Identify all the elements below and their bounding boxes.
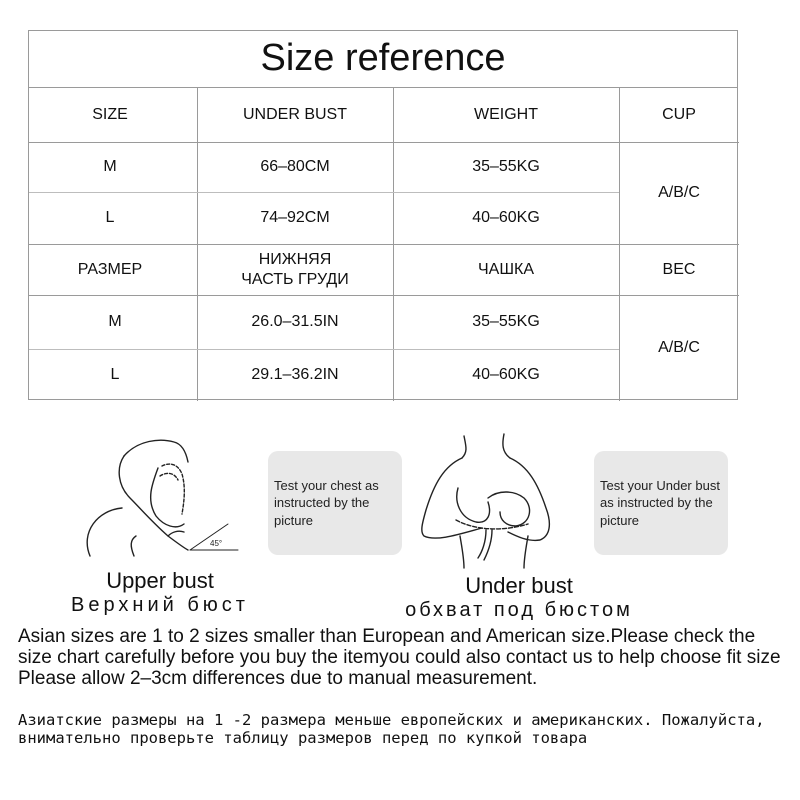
row-m-size-in: M [108,313,122,330]
under-bust-caption [376,573,662,622]
row-l-under-bust-in: 29.1–36.2IN [251,366,339,383]
header-under-bust-ru-line2: ЧАСТЬ ГРУДИ [241,270,349,288]
upper-bust-caption-ru: Верхний бюст [71,594,249,616]
under-bust-note-text: Test your Under bust as instructed by the picture [600,477,720,528]
header-under-bust-ru [197,244,393,295]
cup-value: A/B/C [658,184,700,201]
size-notice-ru: Азиатские размеры на 1 -2 размера меньше европейских и американских. Пожалуйста, внимательно проверьте таблицу размеров перед по купкой товара [18,711,765,747]
header-size: SIZE [92,106,128,123]
row-l-weight: 40–60KG [472,209,540,226]
row-l-under-bust: 74–92CM [260,209,330,226]
upper-bust-figure [60,436,250,566]
upper-bust-note [268,451,402,555]
header-under-bust: UNDER BUST [242,106,347,123]
row-m-under-bust-in: 26.0–31.5IN [251,313,339,330]
table-title: Size reference [29,31,737,88]
upper-bust-caption [50,568,270,617]
under-bust-caption-en: Under bust [465,573,573,598]
row-l-weight-in: 40–60KG [472,366,540,383]
size-notice-en: Asian sizes are 1 to 2 sizes smaller than European and American size.Please check the size chart carefully before you buy the itemyou could also contact us to help choose fit size Please allow 2–3cm differences due to manual measurement. [18,626,781,689]
cup-value-ru: A/B/C [658,339,700,356]
header-cup: CUP [662,106,696,123]
header-weight: WEIGHT [474,106,538,123]
upper-bust-caption-en: Upper bust [106,568,214,593]
row-m-under-bust: 66–80CM [260,158,330,175]
row-l-size-in: L [110,366,120,383]
under-bust-figure [412,432,582,572]
row-l-size: L [105,209,115,226]
size-reference-table [28,30,738,400]
under-bust-note [594,451,728,555]
header-under-bust-ru-line1: НИЖНЯЯ [258,250,332,268]
header-size-ru: РАЗМЕР [77,260,143,278]
row-m-weight-in: 35–55KG [472,313,540,330]
header-cup-ru: ЧАШКА [478,260,534,278]
upper-bust-note-text: Test your chest as instructed by the picture [274,477,379,528]
row-m-size: M [103,158,117,175]
header-weight-ru: ВЕС [662,260,696,278]
row-m-weight: 35–55KG [472,158,540,175]
under-bust-caption-ru: обхват под бюстом [405,599,633,621]
angle-label: 45° [210,539,223,548]
